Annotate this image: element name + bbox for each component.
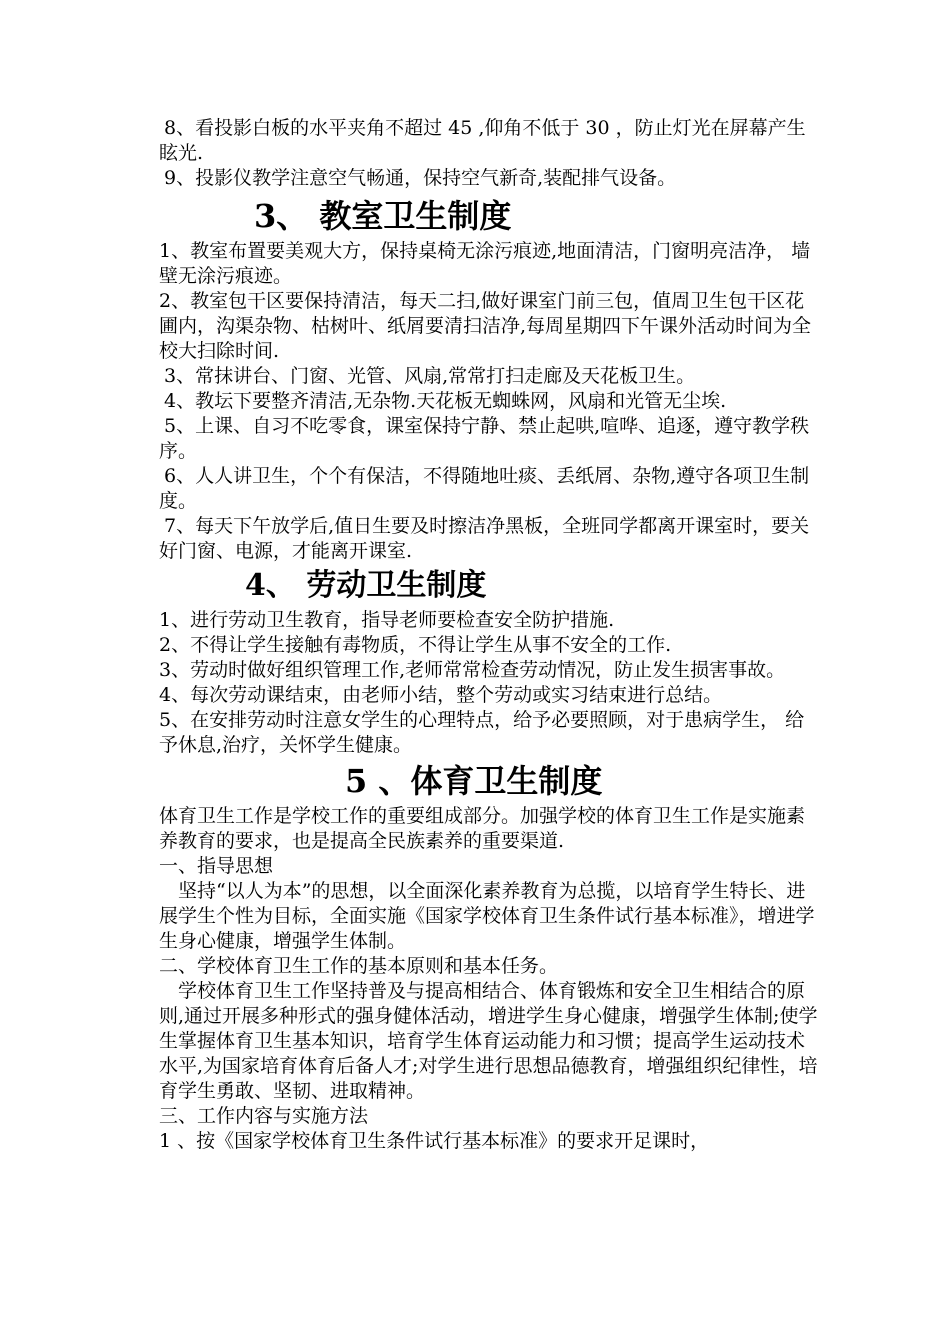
section3-item-4: 4、教坛下要整齐清洁,无杂物.天花板无蜘蛛网，风扇和光管无尘埃. <box>164 390 727 412</box>
section4-item-2: 2、不得让学生接触有毒物质，不得让学生从事不安全的工作. <box>159 634 672 656</box>
section5-subheading-principles: 二、学校体育卫生工作的基本原则和基本任务。 <box>159 955 559 977</box>
section3-item-7: 7、每天下午放学后,值日生要及时擦洁净黑板，全班同学都离开课室时，要关好门窗、电源，才能离开课室. <box>159 515 810 562</box>
section-heading-labor-hygiene: 4、 劳动卫生制度 <box>245 568 487 603</box>
paragraph-intro-item8: 8、看投影白板的水平夹角不超过 45 ,仰角不低于 30 ，防止灯光在屏幕产生眩光. <box>159 117 806 164</box>
section3-item-1: 1、教室布置要美观大方，保持桌椅无涂污痕迹,地面清洁，门窗明亮洁净， 墙壁无涂污痕迹。 <box>159 240 811 287</box>
section5-principles-body: 学校体育卫生工作坚持普及与提高相结合、体育锻炼和安全卫生相结合的原则,通过开展多种形式的强身健体活动，增进学生身心健康，增强学生体制;使学生掌握体育卫生基本知识，培育学生体育运动能力和习惯；提高学生运动技术水平,为国家培育体育后备人才;对学生进行思想品德教育，增强组织纪律性，培育学生勇敢、坚韧、进取精神。 <box>159 980 818 1102</box>
section-heading-classroom-hygiene: 3、 教室卫生制度 <box>254 197 512 235</box>
section5-intro: 体育卫生工作是学校工作的重要组成部分。加强学校的体育卫生工作是实施素养教育的要求，也是提高全民族素养的重要渠道. <box>159 805 806 852</box>
section5-subheading-guiding-thought: 一、指导思想 <box>159 855 274 877</box>
section4-item-1: 1、进行劳动卫生教育，指导老师要检查安全防护措施. <box>159 609 615 631</box>
section3-item-5: 5、上课、自习不吃零食，课室保持宁静、禁止起哄,喧哗、追逐，遵守教学秩序。 <box>159 415 810 462</box>
section5-guiding-thought-body: 坚持“以人为本”的思想，以全面深化素养教育为总揽，以培育学生特长、进展学生个性为目标，全面实施《国家学校体育卫生条件试行基本标准》，增进学生身心健康，增强学生体制。 <box>159 880 815 952</box>
section3-item-6: 6、人人讲卫生，个个有保洁，不得随地吐痰、丢纸屑、杂物,遵守各项卫生制度。 <box>159 465 810 512</box>
section5-subheading-content-methods: 三、工作内容与实施方法 <box>159 1105 369 1127</box>
paragraph-intro-item9: 9、投影仪教学注意空气畅通，保持空气新奇,装配排气设备。 <box>164 167 677 189</box>
section4-item-5: 5、在安排劳动时注意女学生的心理特点，给予必要照顾，对于患病学生， 给予休息,治疗，关怀学生健康。 <box>159 709 805 756</box>
document-page <box>159 116 819 1154</box>
section5-content-item-1: 1 、按《国家学校体育卫生条件试行基本标准》的要求开足课时， <box>159 1130 710 1152</box>
section4-item-3: 3、劳动时做好组织管理工作,老师常常检查劳动情况，防止发生损害事故。 <box>159 659 786 681</box>
section-heading-sports-hygiene: 5 、体育卫生制度 <box>345 762 603 800</box>
section4-item-4: 4、每次劳动课结束，由老师小结，整个劳动或实习结束进行总结。 <box>159 684 723 706</box>
section3-item-3: 3、常抹讲台、门窗、光管、风扇,常常打扫走廊及天花板卫生。 <box>164 365 696 387</box>
section3-item-2: 2、教室包干区要保持清洁，每天二扫,做好课室门前三包，值周卫生包干区花圃内，沟渠杂物、枯树叶、纸屑要清扫洁净,每周星期四下午课外活动时间为全校大扫除时间. <box>159 290 812 362</box>
